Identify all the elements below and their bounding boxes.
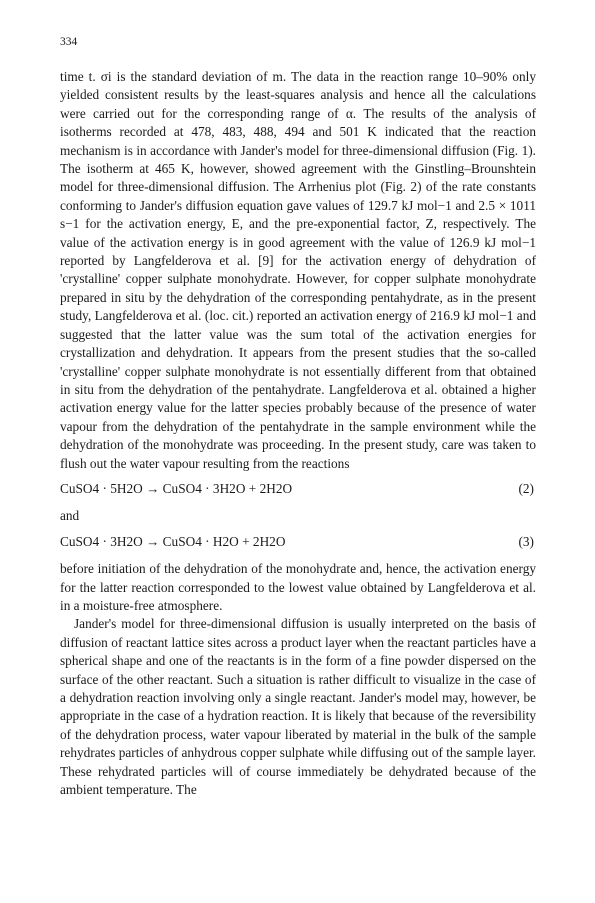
equation-3-formula: CuSO4 · 3H2O → CuSO4 · H2O + 2H2O: [60, 533, 286, 549]
equation-3: [60, 533, 536, 551]
paragraph-1: time t. σi is the standard deviation of m. The data in the reaction range 10–90% only yielded consistent results by the least-squares analysis and hence all the calculations were carried out for the corresponding range of α. The results of the analysis of isotherms recorded at 478, 483, 488, 494 and 501 K indicated that the reaction mechanism is in accordance with Jander's model for three-dimensional diffusion (Fig. 1). The isotherm at 465 K, however, showed agreement with the Ginstling–Brounshtein model for three-dimensional diffusion. The Arrhenius plot (Fig. 2) of the rate constants conforming to Jander's diffusion equation gave values of 129.7 kJ mol−1 and 2.5 × 1011 s−1 for the activation energy, E, and the pre-exponential factor, Z, respectively. The value of the activation energy is in good agreement with the value of 126.9 kJ mol−1 reported by Langfelderova et al. [9] for the activation energy of dehydration of 'crystalline' copper sulphate monohydrate. However, for copper sulphate monohydrate prepared in situ by the dehydration of the corresponding pentahydrate, as in the present study, Langfelderova et al. (loc. cit.) reported an activation energy of 216.9 kJ mol−1 and suggested that the latter value was the sum total of the activation energies for crystallization and dehydration. It appears from the present studies that the so-called 'crystalline' copper sulphate monohydrate is not essentially different from that obtained in situ from the dehydration of the pentahydrate. Langfelderova et al. obtained a higher activation energy value for the latter species probably because of the presence of water vapour from the dehydration of the pentahydrate in the sample environment while the dehydration of the monohydrate was proceeding. In the present study, care was taken to flush out the water vapour resulting from the reactions: [60, 69, 536, 471]
equation-3-number: (3): [518, 533, 534, 549]
body-text: [60, 68, 536, 799]
connector-word: and: [60, 508, 80, 524]
paragraph-2: before initiation of the dehydration of the monohydrate and, hence, the activation energy for the latter reaction corresponded to the lowest value obtained by Langfelderova et al. in a moisture-free atmosphere.: [60, 561, 536, 613]
paragraph-3: Jander's model for three-dimensional diffusion is usually interpreted on the basis of diffusion of reactant lattice sites across a product layer when the reactant particles have a spherical shape and one of the reactants is in the form of a fine powder dispersed on the surface of the other reactant. Such a situation is rather difficult to visualize in the case of a dehydration reaction involving only a single reactant. Jander's model may, however, be appropriate in the case of a hydration reaction. It is likely that because of the reversibility of the dehydration process, water vapour liberated by material in the bulk of the sample rehydrates particles of anhydrous copper sulphate while diffusing out of the sample layer. These rehydrated particles will of course immediately be dehydrated because of the ambient temperature. The: [60, 616, 536, 798]
equation-2-number: (2): [518, 480, 534, 496]
equation-2-formula: CuSO4 · 5H2O → CuSO4 · 3H2O + 2H2O: [60, 480, 293, 496]
equation-2: [60, 480, 536, 498]
page-number: 334: [60, 36, 78, 48]
